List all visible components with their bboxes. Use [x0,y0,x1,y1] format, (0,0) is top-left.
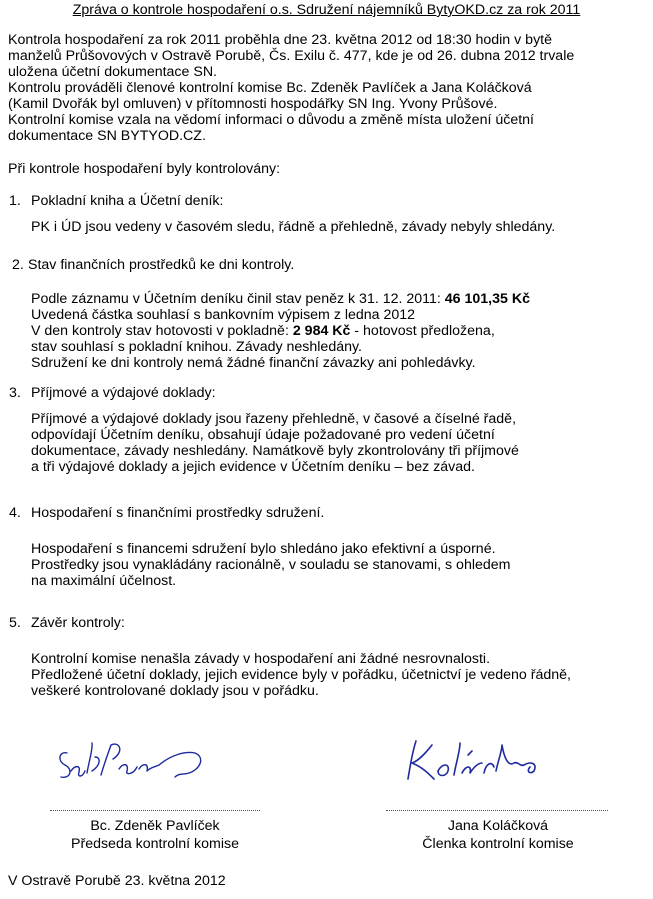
section-text: Prostředky jsou vynakládány racionálně, v souladu se stanovami, s ohledem [31,557,511,573]
section-heading: Pokladní kniha a Účetní deník: [31,193,224,209]
section-text: stav souhlasí s pokladní knihou. Závady neshledány. [31,339,362,355]
section-heading: Závěr kontroly: [31,615,125,631]
section-text: dokumentace, závady neshledány. Namátkově byly zkontrolovány tři příjmové [31,443,519,459]
section-text: Hospodaření s financemi sdružení bylo shledáno jako efektivní a úsporné. [31,541,496,557]
section-text: Předložené účetní doklady, jejich evidence byly v pořádku, účetnictví je vedeno řádně, [31,667,571,683]
section-text: veškeré kontrolované doklady jsou v pořádku. [31,683,319,699]
section-text: Kontrolní komise nenašla závady v hospodaření ani žádné nesrovnalosti. [31,651,491,667]
intro-line: (Kamil Dvořák byl omluven) v přítomnosti hospodářky SN Ing. Yvony Průšové. [8,96,498,112]
checked-intro: Při kontrole hospodaření byly kontrolovány: [8,161,281,177]
section-number: 1. [9,193,21,209]
signer-left-name: Bc. Zdeněk Pavlíček [90,818,220,834]
document-title: Zpráva o kontrole hospodaření o.s. Sdružení nájemníků BytyOKD.cz za rok 2011 [72,2,581,18]
section-heading: Stav finančních prostředků ke dni kontroly. [28,257,295,273]
signature-line-left [50,810,260,811]
section-text: PK i ÚD jsou vedeny v časovém sledu, řádně a přehledně, závady nebyly shledány. [31,219,556,235]
footer-place-date: V Ostravě Porubě 23. května 2012 [8,873,226,889]
section-text: odpovídají Účetním deníku, obsahují údaje požadované pro vedení účetní [31,427,495,443]
intro-line: Kontrolní komise vzala na vědomí informaci o důvodu a změně místa uložení účetní [8,112,534,128]
cash-amount: 2 984 Kč [292,323,351,339]
signer-left-role: Předseda kontrolní komise [71,836,239,852]
signature-right [398,733,558,788]
section-heading: Příjmové a výdajové doklady: [31,385,216,401]
intro-line: uložena účetní dokumentace SN. [8,64,218,80]
section-text: Podle záznamu v Účetním deníku činil stav peněz k 31. 12. 2011: 46 101,35 Kč [31,291,530,307]
section-heading: Hospodaření s finančními prostředky sdružení. [31,505,325,521]
section-number: 5. [9,615,21,631]
section-text: Příjmové a výdajové doklady jsou řazeny přehledně, v časové a číselné řadě, [31,411,517,427]
section-number: 4. [9,505,21,521]
signer-right-role: Členka kontrolní komise [422,836,574,852]
section-text: a tři výdajové doklady a jejich evidence v Účetním deníku – bez závad. [31,459,475,475]
signature-left [55,735,225,790]
section-text: na maximální účelnost. [31,573,177,589]
intro-line: Kontrola hospodaření za rok 2011 proběhla dne 23. května 2012 od 18:30 hodin v bytě [8,32,552,48]
balance-amount: 46 101,35 Kč [444,291,530,307]
signer-right-name: Jana Koláčková [447,818,549,834]
section-text: V den kontroly stav hotovosti v pokladně: 2 984 Kč - hotovost předložena, [31,323,495,339]
section-number: 2. [12,257,24,273]
section-number: 3. [9,385,21,401]
intro-line: Kontrolu prováděli členové kontrolní komise Bc. Zdeněk Pavlíček a Jana Koláčková [8,80,532,96]
section-text: Sdružení ke dni kontroly nemá žádné finanční závazky ani pohledávky. [31,355,476,371]
section-text: Uvedená částka souhlasí s bankovním výpisem z ledna 2012 [31,307,416,323]
intro-line: manželů Průšovových v Ostravě Porubě, Čs. Exilu č. 477, kde je od 26. dubna 2012 trvale [8,48,575,64]
signature-line-right [386,810,608,811]
intro-line: dokumentace SN BYTYOD.CZ. [8,128,206,144]
